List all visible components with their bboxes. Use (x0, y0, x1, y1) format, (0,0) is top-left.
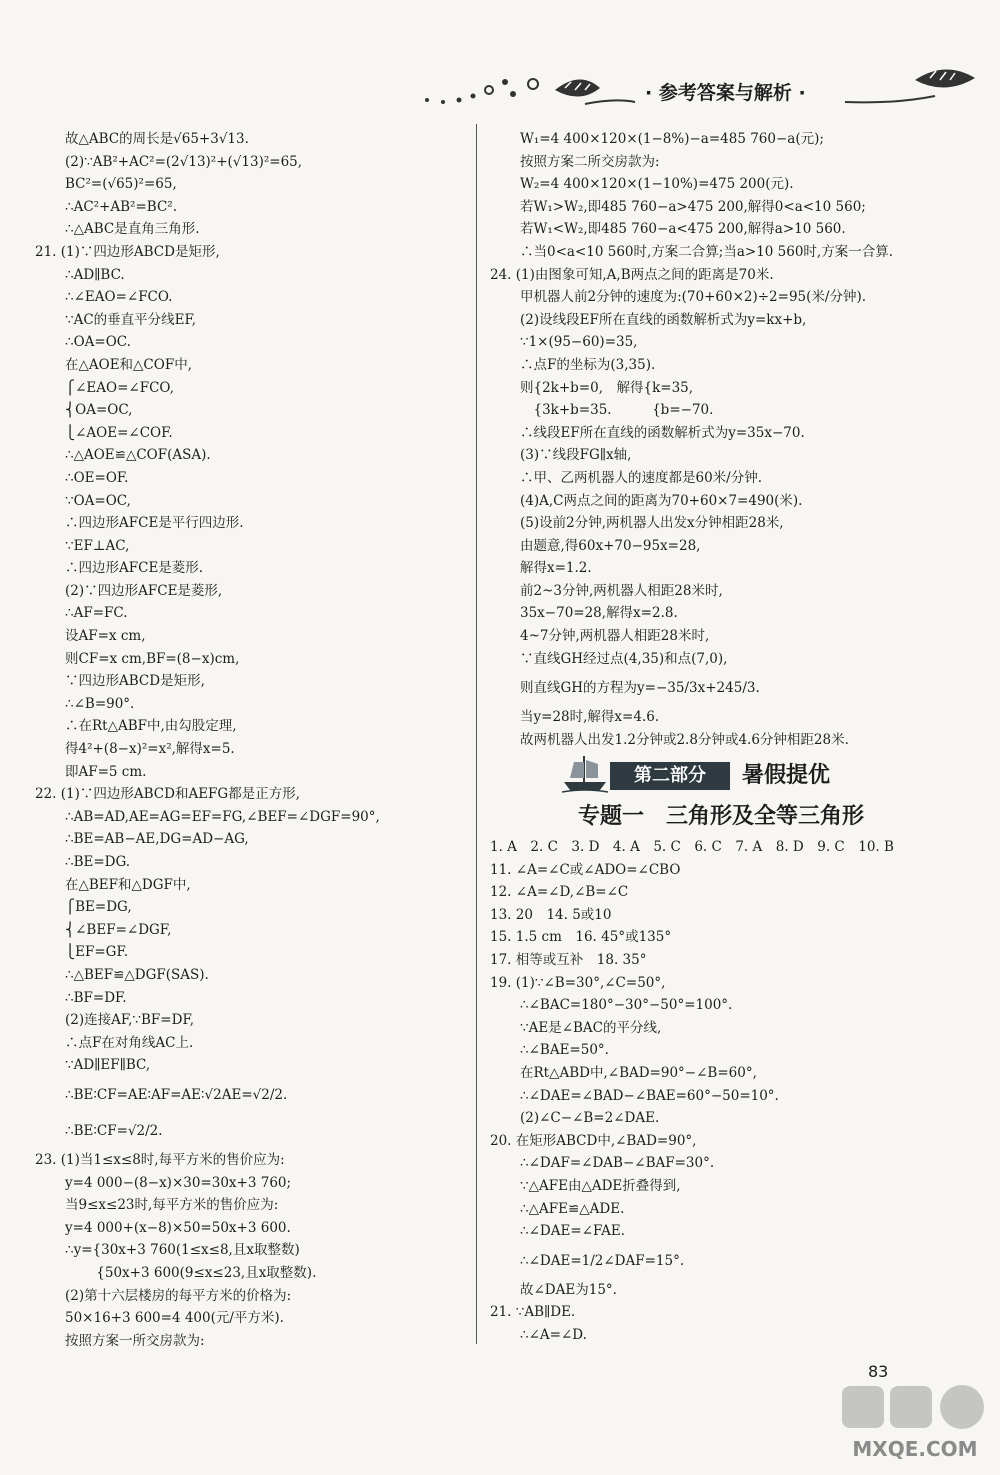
watermark-logo (840, 1380, 990, 1465)
text-line: 得4²+(8−x)²=x²,解得x=5. (65, 741, 235, 758)
watermark-text: MXQE.COM (852, 1437, 978, 1461)
text-line: ∵1×(95−60)=35, (520, 334, 638, 351)
text-line: ∴当0<a<10 560时,方案二合算;当a>10 560时,方案一合算. (520, 243, 894, 260)
text-line: 故∠DAE为15°. (520, 1281, 617, 1298)
text-line: 按照方案二所交房款为: (520, 153, 660, 170)
header-title: · 参考答案与解析 · (645, 82, 806, 104)
text-line: ∴在Rt△ABF中,由勾股定理, (65, 718, 237, 735)
text-line: 在△AOE和△COF中, (65, 356, 192, 373)
text-line: 在Rt△ABD中,∠BAD=90°−∠B=60°, (520, 1064, 757, 1081)
text-line: 前2~3分钟,两机器人相距28米时, (520, 582, 723, 599)
text-line: ∴∠A=∠D. (520, 1326, 587, 1343)
text-line: ∴OE=OF. (65, 469, 129, 486)
text-line: ∵AE是∠BAC的平分线, (520, 1019, 662, 1036)
brace-line: ⎧∠EAO=∠FCO, (65, 379, 174, 396)
choice-answers: 1. A 2. C 3. D 4. A 5. C 6. C 7. A 8. D 9. C 10. B (490, 839, 894, 855)
text-line: 12. ∠A=∠D,∠B=∠C (490, 884, 629, 901)
text-line: ∴点F在对角线AC上. (65, 1034, 194, 1051)
text-line: 4~7分钟,两机器人相距28米时, (520, 628, 710, 645)
text-line: ∴AF=FC. (65, 605, 128, 622)
question-20: 20. 在矩形ABCD中,∠BAD=90°, (490, 1132, 697, 1149)
text-line: 当y=28时,解得x=4.6. (520, 709, 660, 726)
brace-line: {3k+b=35. {b=−70. (520, 402, 714, 419)
part-label: 第二部分 (610, 762, 730, 790)
right-column (490, 128, 975, 751)
text-line: (2)∵四边形AFCE是菱形, (65, 582, 223, 599)
text-line: (4)A,C两点之间的距离为70+60×7=490(米). (520, 492, 803, 509)
ship-icon (560, 752, 610, 794)
text-line: 设AF=x cm, (65, 628, 146, 645)
brace-line: 则{2k+b=0, 解得{k=35, (520, 379, 694, 396)
text-line: ∴∠B=90°. (65, 695, 135, 712)
page-number: 83 (868, 1362, 889, 1381)
text-line: ∴∠BAE=50°. (520, 1042, 609, 1059)
text-line: y=4 000+(x−8)×50=50x+3 600. (65, 1219, 291, 1236)
text-line: ∴∠DAE=∠BAD−∠BAE=60°−50=10°. (520, 1087, 779, 1104)
page-header (415, 60, 985, 120)
text-line: ∴BE=DG. (65, 854, 131, 870)
text-line: ∵△AFE由△ADE折叠得到, (520, 1177, 681, 1194)
text-line: 15. 1.5 cm 16. 45°或135° (490, 929, 672, 946)
text-line: 解得x=1.2. (520, 560, 592, 577)
text-line: ∴BE=AB−AE,DG=AD−AG, (65, 831, 249, 848)
text-line: (5)设前2分钟,两机器人出发x分钟相距28米, (520, 515, 784, 532)
text-line: ∴△AOE≌△COF(ASA). (65, 447, 211, 464)
brace-line: ⎧BE=DG, (65, 899, 132, 916)
text-line: ∴甲、乙两机器人的速度都是60米/分钟. (520, 469, 763, 486)
text-line: (2)连接AF,∵BF=DF, (65, 1012, 194, 1029)
text-line: (2)设线段EF所在直线的函数解析式为y=kx+b, (520, 311, 807, 328)
text-line: BC²=(√65)²=65, (65, 176, 177, 193)
text-line: 若W₁<W₂,即485 760−a<475 200,解得a>10 560. (520, 221, 846, 238)
watermark-icon (840, 1380, 990, 1465)
text-line: (3)∵线段FG∥x轴, (520, 447, 632, 464)
text-line: 在△BEF和△DGF中, (65, 876, 191, 893)
text-line: ∵AD∥EF∥BC, (65, 1057, 151, 1074)
part-title: 暑假提优 (742, 763, 831, 788)
text-line: 故△ABC的周长是√65+3√13. (65, 131, 249, 147)
brace-line: ⎨∠BEF=∠DGF, (65, 921, 172, 938)
right-column-answers (490, 836, 975, 1346)
topic-title: 专题一 三角形及全等三角形 (578, 804, 865, 829)
column-divider (476, 124, 477, 1344)
text-line: 则直线GH的方程为y=−35/3x+245/3. (520, 680, 760, 697)
text-line: W₂=4 400×120×(1−10%)=475 200(元). (520, 176, 794, 193)
text-line: ∴△AFE≌△ADE. (520, 1200, 625, 1217)
text-line: ∴∠DAE=∠FAE. (520, 1223, 626, 1240)
text-line: ∵四边形ABCD是矩形, (65, 673, 205, 690)
text-line: 50×16+3 600=4 400(元/平方米). (65, 1310, 284, 1327)
section-banner (560, 752, 890, 794)
text-line: ∴线段EF所在直线的函数解析式为y=35x−70. (520, 424, 805, 441)
brace-line: ⎩∠AOE=∠COF. (65, 424, 173, 441)
text-line: ∴四边形AFCE是菱形. (65, 560, 204, 577)
text-line: 11. ∠A=∠C或∠ADO=∠CBO (490, 861, 681, 878)
text-line: ∴AD∥BC. (65, 266, 125, 283)
text-line: ∴△BEF≌△DGF(SAS). (65, 966, 209, 983)
text-line: ∵OA=OC, (65, 492, 131, 509)
question-23: 23. (1)当1≤x≤8时,每平方米的售价应为: (35, 1151, 285, 1168)
text-line: 13. 20 14. 5或10 (490, 906, 612, 923)
question-19: 19. (1)∵∠B=30°,∠C=50°, (490, 974, 666, 991)
text-line: 故两机器人出发1.2分钟或2.8分钟或4.6分钟相距28米. (520, 731, 849, 748)
text-line: ∵AC的垂直平分线EF, (65, 311, 197, 328)
text-line: ∴AB=AD,AE=AG=EF=FG,∠BEF=∠DGF=90°, (65, 808, 380, 825)
text-line: ∴y={30x+3 760(1≤x≤8,且x取整数) (65, 1242, 300, 1259)
text-line: (2)∵AB²+AC²=(2√13)²+(√13)²=65, (65, 153, 303, 170)
text-line: 35x−70=28,解得x=2.8. (520, 605, 678, 622)
left-column (35, 128, 470, 1352)
text-line: ∴∠DAF=∠DAB−∠BAF=30°. (520, 1155, 715, 1172)
question-21: 21. (1)∵四边形ABCD是矩形, (35, 243, 220, 260)
text-line: ∴点F的坐标为(3,35). (520, 356, 656, 373)
text-line: y=4 000−(8−x)×30=30x+3 760; (65, 1174, 292, 1191)
text-line: (2)∠C−∠B=2∠DAE. (520, 1110, 660, 1127)
text-line: 17. 相等或互补 18. 35° (490, 951, 647, 968)
text-line: 由题意,得60x+70−95x=28, (520, 537, 701, 554)
text-line: ∴BE∶CF=√2/2. (65, 1122, 163, 1139)
text-line: 即AF=5 cm. (65, 763, 147, 780)
question-21b: 21. ∵AB∥DE. (490, 1304, 576, 1321)
text-line: 甲机器人前2分钟的速度为:(70+60×2)÷2=95(米/分钟). (520, 289, 867, 306)
text-line: ∴△ABC是直角三角形. (65, 221, 200, 238)
text-line: ∴∠DAE=1/2∠DAF=15°. (520, 1252, 685, 1269)
brace-line: ⎩EF=GF. (65, 944, 128, 961)
text-line: ∴OA=OC. (65, 334, 131, 351)
text-line: 则CF=x cm,BF=(8−x)cm, (65, 650, 240, 667)
text-line: ∴∠BAC=180°−30°−50°=100°. (520, 997, 733, 1014)
text-line: (2)第十六层楼房的每平方米的价格为: (65, 1287, 292, 1304)
text-line: ∴BF=DF. (65, 989, 127, 1006)
text-line: ∵EF⊥AC, (65, 537, 130, 554)
text-line: {50x+3 600(9≤x≤23,且x取整数). (65, 1264, 317, 1281)
text-line: 若W₁>W₂,即485 760−a>475 200,解得0<a<10 560; (520, 198, 866, 215)
text-line: ∵直线GH经过点(4,35)和点(7,0), (520, 650, 728, 667)
text-line: 按照方案一所交房款为: (65, 1332, 205, 1349)
text-line: ∴AC²+AB²=BC². (65, 198, 177, 215)
text-line: ∴BE∶CF=AE∶AF=AE∶√2AE=√2/2. (65, 1086, 288, 1103)
question-24: 24. (1)由图象可知,A,B两点之间的距离是70米. (490, 266, 774, 283)
text-line: ∴∠EAO=∠FCO. (65, 289, 173, 306)
brace-line: ⎨OA=OC, (65, 402, 133, 419)
text-line: ∴四边形AFCE是平行四边形. (65, 515, 244, 532)
question-22: 22. (1)∵四边形ABCD和AEFG都是正方形, (35, 786, 301, 803)
text-line: W₁=4 400×120×(1−8%)−a=485 760−a(元); (520, 131, 824, 147)
text-line: 当9≤x≤23时,每平方米的售价应为: (65, 1197, 279, 1214)
